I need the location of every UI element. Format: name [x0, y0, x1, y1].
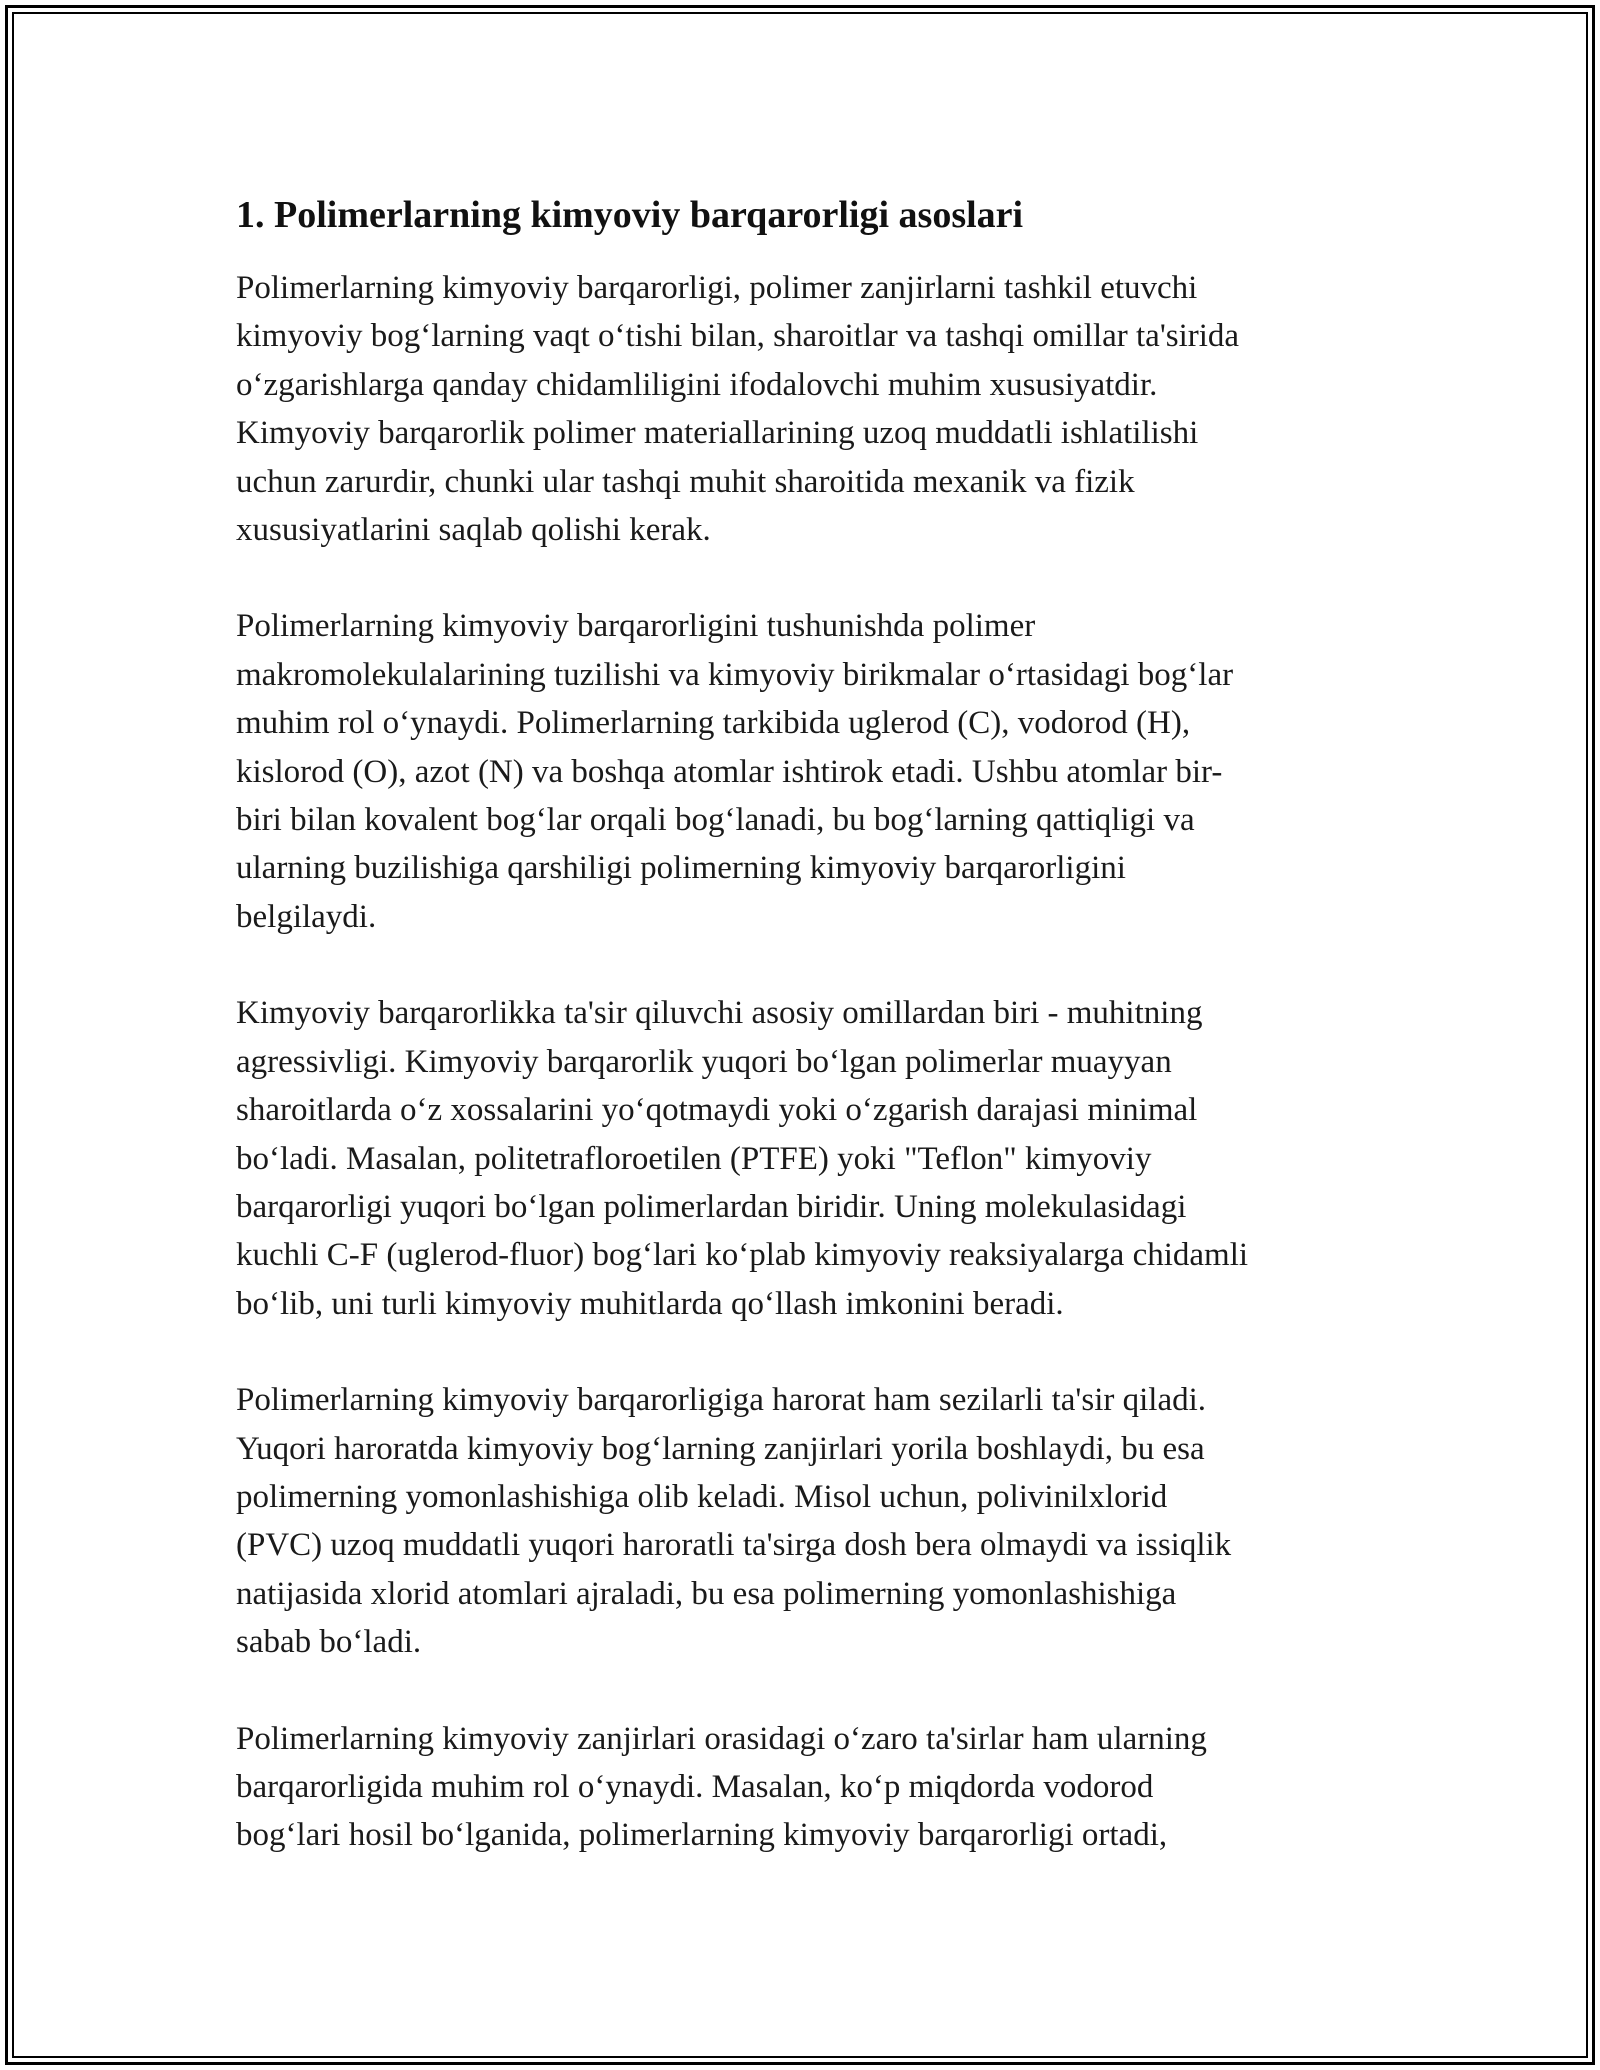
paragraph-2: Polimerlarning kimyoviy barqarorligini tushunishda polimer makromolekulalarining tuzilishi va kimyoviy birikmalar o‘rtasidagi bog‘lar muhim rol o‘ynaydi. Polimerlarning tarkibida uglerod (C), vodorod (H), kislorod (O), azot (N) va boshqa atomlar ishtirok etadi. Ushbu atomlar bir- biri bilan kovalent bog‘lar orqali bog‘lanadi, bu bog‘larning qattiqligi va ularning buzilishiga qarshiligi polimerning kimyoviy barqarorligini belgilaydi. [236, 608, 1234, 935]
paragraph-5: Polimerlarning kimyoviy zanjirlari orasidagi o‘zaro ta'sirlar ham ularning barqarorligida muhim rol o‘ynaydi. Masalan, ko‘p miqdorda vodorod bog‘lari hosil bo‘lganida, polimerlarning kimyoviy barqarorligi ortadi, [236, 1720, 1207, 1854]
paragraph-4: Polimerlarning kimyoviy barqarorligiga harorat ham sezilarli ta'sir qiladi. Yuqori haroratda kimyoviy bog‘larning zanjirlari yorila boshlaydi, bu esa polimerning yomonlashishiga olib keladi. Misol uchun, polivinilxlorid (PVC) uzoq muddatli yuqori haroratli ta'sirga dosh bera olmaydi va issiqlik natijasida xlorid atomlari ajraladi, bu esa polimerning yomonlashishiga sabab bo‘ladi. [236, 1382, 1232, 1661]
section-heading: 1. Polimerlarning kimyoviy barqarorligi asoslari [236, 194, 1024, 236]
paragraph-1: Polimerlarning kimyoviy barqarorligi, polimer zanjirlarni tashkil etuvchi kimyoviy bog‘larning vaqt o‘tishi bilan, sharoitlar va tashqi omillar ta'sirida o‘zgarishlarga qanday chidamliligini ifodalovchi muhim xususiyatdir. Kimyoviy barqarorlik polimer materiallarining uzoq muddatli ishlatilishi uchun zarurdir, chunki ular tashqi muhit sharoitida mexanik va fizik xususiyatlarini saqlab qolishi kerak. [236, 270, 1240, 549]
document-body [236, 188, 1376, 1860]
paragraph-3: Kimyoviy barqarorlikka ta'sir qiluvchi asosiy omillardan biri - muhitning agressivligi. Kimyoviy barqarorlik yuqori bo‘lgan polimerlar muayyan sharoitlarda o‘z xossalarini yo‘qotmaydi yoki o‘zgarish darajasi minimal bo‘ladi. Masalan, politetrafloroetilen (PTFE) yoki "Teflon" kimyoviy barqarorligi yuqori bo‘lgan polimerlardan biridir. Uning molekulasidagi kuchli C-F (uglerod-fluor) bog‘lari ko‘plab kimyoviy reaksiyalarga chidamli bo‘lib, uni turli kimyoviy muhitlarda qo‘llash imkonini beradi. [236, 995, 1249, 1322]
